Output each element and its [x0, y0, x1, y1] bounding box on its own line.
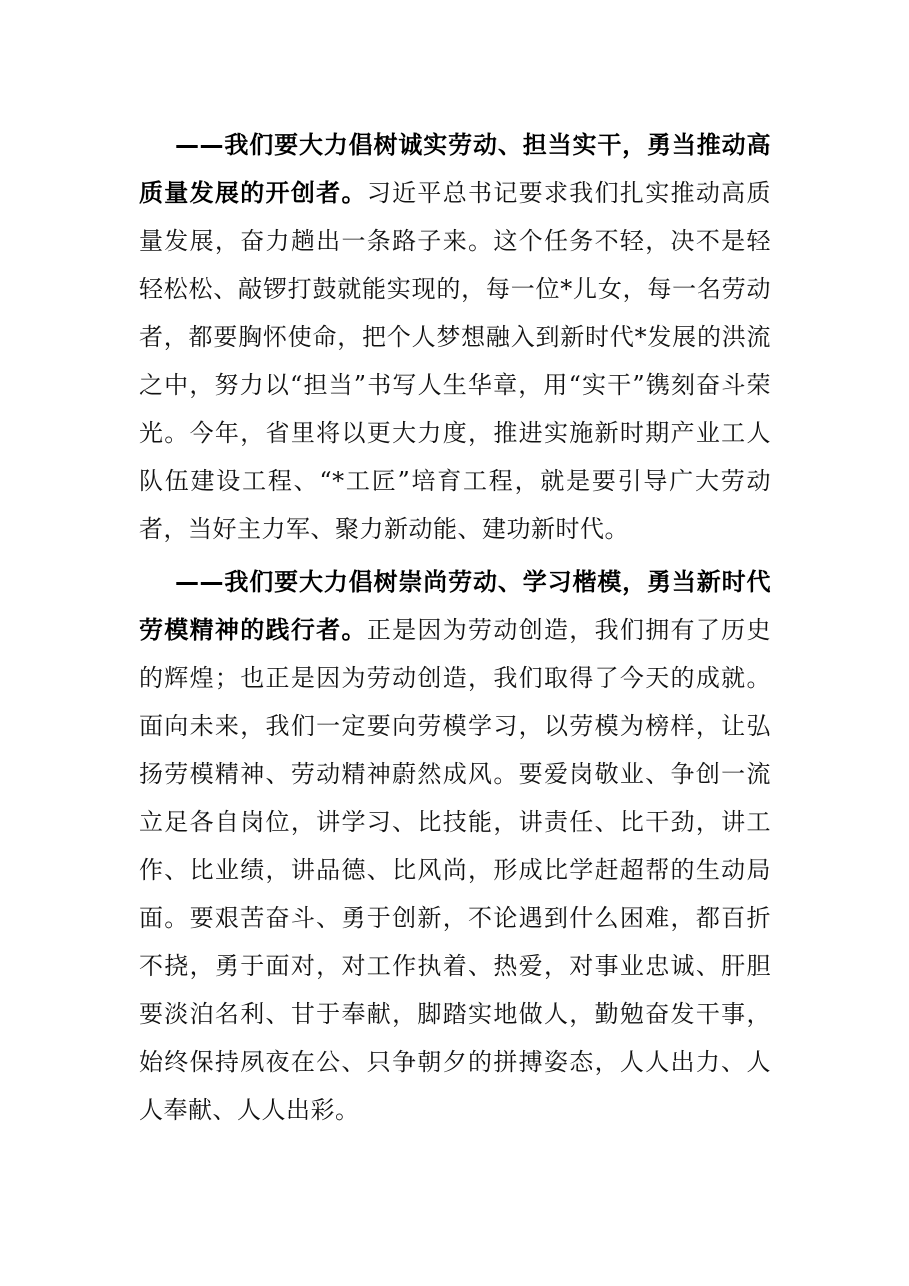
paragraph-model-worker [139, 558, 771, 1134]
paragraph-text: 正是因为劳动创造，我们拥有了历史的辉煌；也正是因为劳动创造，我们取得了今天的成就。面向未来，我们一定要向劳模学习，以劳模为榜样，让弘扬劳模精神、劳动精神蔚然成风。要爱岗敬业、争创一流立足各自岗位，讲学习、比技能，讲责任、比干劲，讲工作、比业绩，讲品德、比风尚，形成比学赶超帮的生动局面。要艰苦奋斗、勇于创新，不论遇到什么困难，都百折不挠，勇于面对，对工作执着、热爱，对事业忠诚、肝胆要淡泊名利、甘于奉献，脚踏实地做人，勤勉奋发干事，始终保持夙夜在公、只争朝夕的拼搏姿态，人人出力、人人奉献、人人出彩。 [139, 616, 771, 1124]
document-body [139, 121, 771, 1134]
paragraph-heading: ——我们要大力倡树诚实劳动、担当实干，勇当推动高质量发展的开创者。 [139, 131, 771, 207]
paragraph-innovator [139, 121, 771, 553]
paragraph-heading: ——我们要大力倡树崇尚劳动、学习楷模，勇当新时代劳模精神的践行者。 [139, 568, 771, 644]
paragraph-text: 习近平总书记要求我们扎实推动高质量发展，奋力趟出一条路子来。这个任务不轻，决不是轻轻松松、敲锣打鼓就能实现的，每一位*儿女，每一名劳动者，都要胸怀使命，把个人梦想融入到新时代*发展的洪流之中，努力以“担当”书写人生华章，用“实干”镌刻奋斗荣光。今年，省里将以更大力度，推进实施新时期产业工人队伍建设工程、“*工匠”培育工程，就是要引导广大劳动者，当好主力军、聚力新动能、建功新时代。 [139, 179, 771, 543]
